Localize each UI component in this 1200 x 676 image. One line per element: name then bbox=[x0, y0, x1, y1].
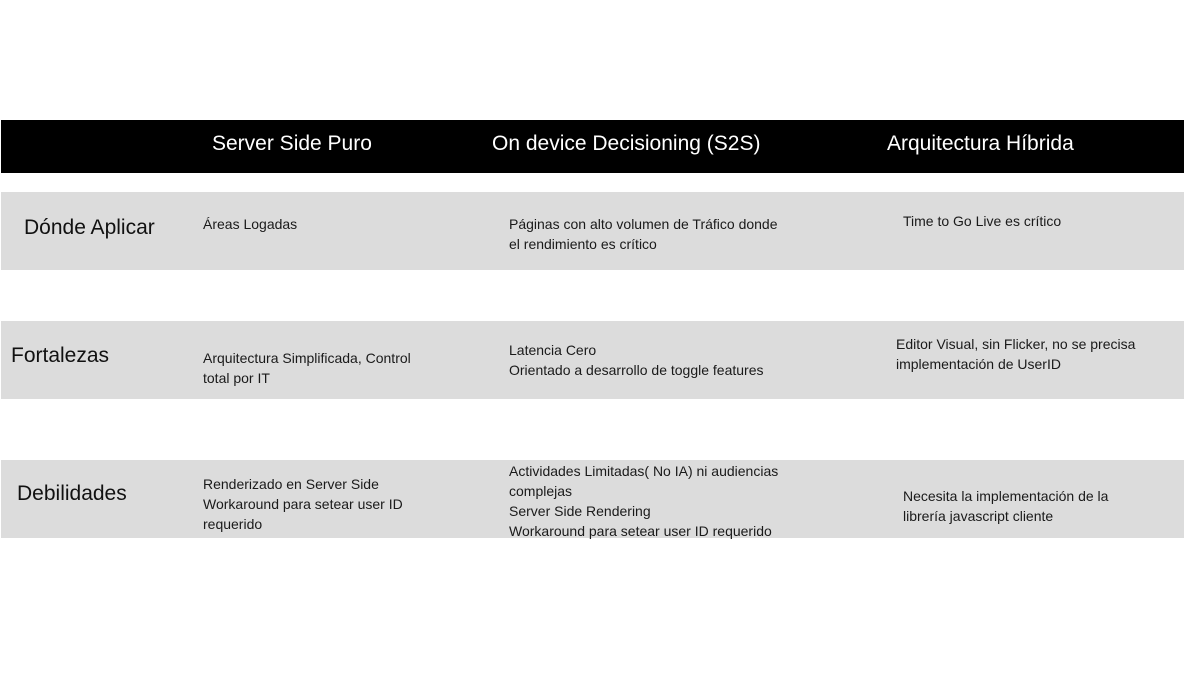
cell-line: implementación de UserID bbox=[896, 356, 1061, 372]
cell-line: total por IT bbox=[203, 370, 270, 386]
cell-line: el rendimiento es crítico bbox=[509, 236, 657, 252]
cell-fortalezas-hibrida bbox=[896, 334, 1135, 374]
cell-fortalezas-on-device bbox=[509, 340, 764, 380]
header-arquitectura-hibrida: Arquitectura Híbrida bbox=[887, 132, 1074, 155]
cell-line: Actividades Limitadas( No IA) ni audiencias bbox=[509, 463, 779, 479]
row-donde-aplicar bbox=[1, 192, 1184, 270]
row-label-debilidades: Debilidades bbox=[17, 482, 127, 505]
header-on-device-decisioning: On device Decisioning (S2S) bbox=[492, 132, 761, 155]
cell-line: Páginas con alto volumen de Tráfico donde bbox=[509, 216, 778, 232]
cell-debilidades-server-side bbox=[203, 474, 403, 534]
cell-line: Necesita la implementación de la bbox=[903, 488, 1109, 504]
row-label-fortalezas: Fortalezas bbox=[11, 344, 110, 367]
cell-donde-aplicar-hibrida bbox=[903, 211, 1061, 231]
table-header bbox=[1, 120, 1184, 173]
cell-debilidades-hibrida bbox=[903, 486, 1108, 526]
cell-line: Workaround para setear user ID bbox=[203, 496, 403, 512]
cell-line: complejas bbox=[509, 483, 573, 499]
cell-line: Arquitectura Simplificada, Control bbox=[203, 350, 411, 366]
cell-line: Áreas Logadas bbox=[203, 216, 298, 232]
cell-fortalezas-server-side bbox=[203, 348, 411, 388]
cell-line: Orientado a desarrollo de toggle features bbox=[509, 362, 764, 378]
cell-line: Time to Go Live es crítico bbox=[903, 213, 1062, 229]
cell-line: Workaround para setear user ID requerido bbox=[509, 523, 772, 539]
cell-line: Latencia Cero bbox=[509, 342, 597, 358]
cell-line: requerido bbox=[203, 516, 263, 532]
cell-donde-aplicar-server-side bbox=[203, 214, 297, 234]
row-label-donde-aplicar: Dónde Aplicar bbox=[24, 216, 155, 239]
cell-line: librería javascript cliente bbox=[903, 508, 1054, 524]
cell-line: Editor Visual, sin Flicker, no se precisa bbox=[896, 336, 1136, 352]
cell-line: Renderizado en Server Side bbox=[203, 476, 379, 492]
row-debilidades bbox=[1, 460, 1184, 538]
row-fortalezas bbox=[1, 321, 1184, 399]
cell-debilidades-on-device bbox=[509, 461, 778, 541]
header-server-side-puro: Server Side Puro bbox=[212, 132, 372, 155]
cell-donde-aplicar-on-device bbox=[509, 214, 778, 254]
cell-line: Server Side Rendering bbox=[509, 503, 651, 519]
